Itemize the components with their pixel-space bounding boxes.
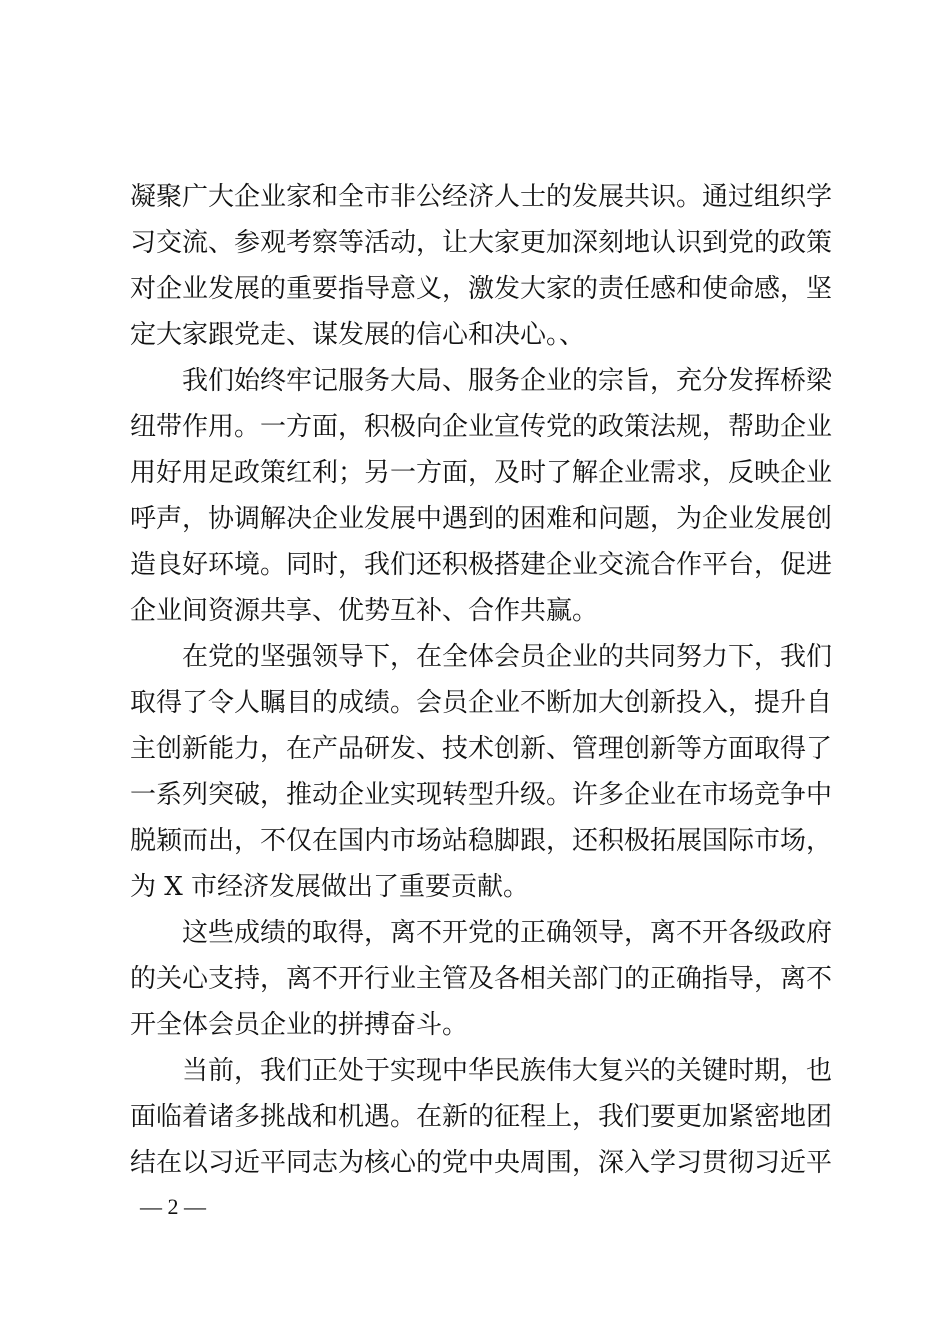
text-line: 呼声，协调解决企业发展中遇到的困难和问题，为企业发展创 xyxy=(130,504,833,534)
text-line: 取得了令人瞩目的成绩。会员企业不断加大创新投入，提升自 xyxy=(130,688,833,718)
text-line: 开全体会员企业的拼搏奋斗。 xyxy=(130,1010,469,1040)
text-line: 定大家跟党走、谋发展的信心和决心。、 xyxy=(130,320,586,350)
text-line: 脱颖而出，不仅在国内市场站稳脚跟，还积极拓展国际市场， xyxy=(130,826,833,856)
text-line: 面临着诸多挑战和机遇。在新的征程上，我们要更加紧密地团 xyxy=(130,1102,833,1132)
text-line: 的关心支持，离不开行业主管及各相关部门的正确指导，离不 xyxy=(130,964,833,994)
page-number: — 2 — xyxy=(140,1194,206,1219)
text-line: 我们始终牢记服务大局、服务企业的宗旨，充分发挥桥梁 xyxy=(182,366,833,396)
text-line: 纽带作用。一方面，积极向企业宣传党的政策法规，帮助企业 xyxy=(130,412,833,442)
text-line: 为 X 市经济发展做出了重要贡献。 xyxy=(130,872,530,902)
text-line: 对企业发展的重要指导意义，激发大家的责任感和使命感，坚 xyxy=(130,274,833,304)
text-line: 企业间资源共享、优势互补、合作共赢。 xyxy=(130,596,599,626)
text-line: 用好用足政策红利；另一方面，及时了解企业需求，反映企业 xyxy=(130,458,833,488)
text-line: 这些成绩的取得，离不开党的正确领导，离不开各级政府 xyxy=(182,918,833,948)
text-line: 在党的坚强领导下，在全体会员企业的共同努力下，我们 xyxy=(182,642,833,672)
text-line: 习交流、参观考察等活动，让大家更加深刻地认识到党的政策 xyxy=(130,228,833,258)
text-line: 造良好环境。同时，我们还积极搭建企业交流合作平台，促进 xyxy=(130,550,833,580)
text-line: 主创新能力，在产品研发、技术创新、管理创新等方面取得了 xyxy=(130,734,833,764)
text-line: 一系列突破，推动企业实现转型升级。许多企业在市场竞争中 xyxy=(130,780,833,810)
text-line: 当前，我们正处于实现中华民族伟大复兴的关键时期，也 xyxy=(182,1056,833,1086)
text-line: 结在以习近平同志为核心的党中央周围，深入学习贯彻习近平 xyxy=(130,1148,833,1178)
text-line: 凝聚广大企业家和全市非公经济人士的发展共识。通过组织学 xyxy=(130,182,833,212)
